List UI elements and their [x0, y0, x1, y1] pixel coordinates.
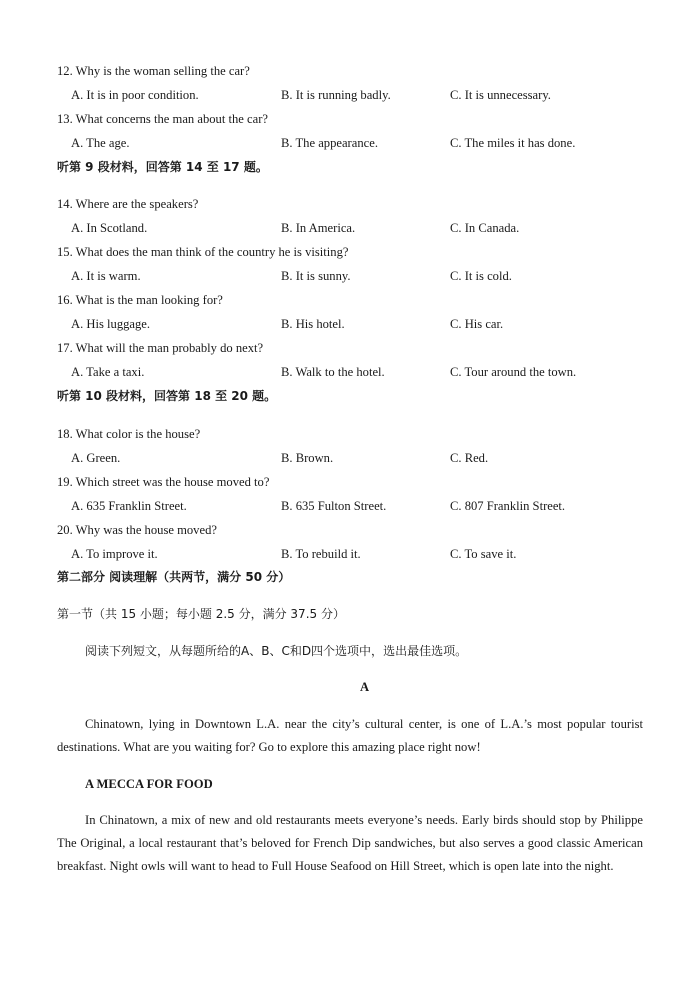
option-19-b: B. 635 Fulton Street.: [281, 499, 387, 513]
option-17-b: B. Walk to the hotel.: [281, 365, 385, 379]
option-19-a: A. 635 Franklin Street.: [71, 499, 187, 513]
option-18-b: B. Brown.: [281, 451, 334, 465]
question-13: 13. What concerns the man about the car?: [57, 112, 268, 126]
option-12-a: A. It is in poor condition.: [71, 88, 199, 102]
option-20-c: C. To save it.: [450, 547, 517, 561]
instruction-section-9: 听第 9 段材料，回答第 14 至 17 题。: [57, 160, 268, 174]
option-20-a: A. To improve it.: [71, 547, 158, 561]
option-14-b: B. In America.: [281, 221, 356, 235]
question-19: 19. Which street was the house moved to?: [57, 475, 270, 489]
question-18: 18. What color is the house?: [57, 427, 201, 441]
question-14: 14. Where are the speakers?: [57, 197, 199, 211]
option-15-a: A. It is warm.: [71, 269, 141, 283]
question-16: 16. What is the man looking for?: [57, 293, 223, 307]
option-18-c: C. Red.: [450, 451, 489, 465]
question-12: 12. Why is the woman selling the car?: [57, 64, 250, 78]
question-20: 20. Why was the house moved?: [57, 523, 217, 537]
option-17-c: C. Tour around the town.: [450, 365, 577, 379]
option-14-a: A. In Scotland.: [71, 221, 148, 235]
option-14-c: C. In Canada.: [450, 221, 520, 235]
passage-letter: A: [359, 680, 370, 694]
option-16-c: C. His car.: [450, 317, 504, 331]
part-2-heading: 第二部分 阅读理解（共两节，满分 50 分）: [57, 570, 291, 584]
option-18-a: A. Green.: [71, 451, 121, 465]
option-17-a: A. Take a taxi.: [71, 365, 145, 379]
section-1-heading: 第一节（共 15 小题；每小题 2.5 分，满分 37.5 分）: [57, 607, 345, 621]
option-13-a: A. The age.: [71, 136, 130, 150]
question-15: 15. What does the man think of the country he is visiting?: [57, 245, 349, 259]
option-15-c: C. It is cold.: [450, 269, 512, 283]
section-subheading: A MECCA FOR FOOD: [85, 777, 213, 791]
option-19-c: C. 807 Franklin Street.: [450, 499, 566, 513]
food-paragraph: In Chinatown, a mix of new and old restaurants meets everyone’s needs. Early birds should stop by Philippe The Original, a local restaurant that’s beloved for French Dip sandwiches, but also serves a good classic American breakfast. Night owls will want to head to Full House Seafood on Hill Street, which is open late into the night.: [57, 813, 643, 873]
option-20-b: B. To rebuild it.: [281, 547, 361, 561]
reading-directions: 阅读下列短文，从每题所给的A、B、C和D四个选项中，选出最佳选项。: [85, 644, 468, 658]
passage-intro: Chinatown, lying in Downtown L.A. near the city’s cultural center, is one of L.A.’s most popular tourist destinations. What are you waiting for? Go to explore this amazing place right now!: [57, 717, 643, 754]
option-16-a: A. His luggage.: [71, 317, 151, 331]
instruction-section-10: 听第 10 段材料，回答第 18 至 20 题。: [57, 389, 277, 403]
option-13-b: B. The appearance.: [281, 136, 378, 150]
option-13-c: C. The miles it has done.: [450, 136, 576, 150]
option-12-c: C. It is unnecessary.: [450, 88, 551, 102]
option-16-b: B. His hotel.: [281, 317, 345, 331]
option-12-b: B. It is running badly.: [281, 88, 391, 102]
question-17: 17. What will the man probably do next?: [57, 341, 264, 355]
option-15-b: B. It is sunny.: [281, 269, 351, 283]
